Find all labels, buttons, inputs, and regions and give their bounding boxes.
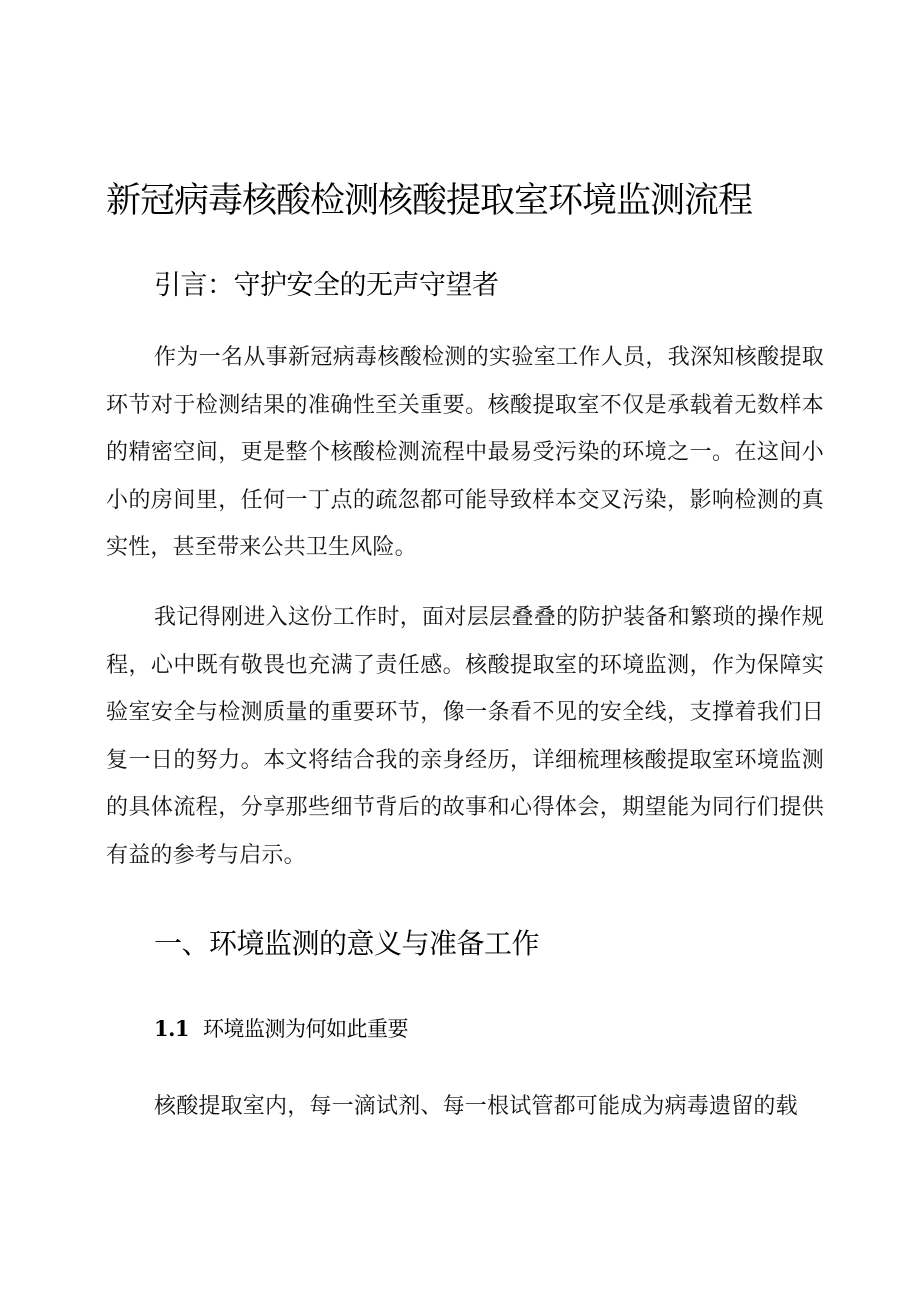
section-heading: 一、环境监测的意义与准备工作	[154, 927, 540, 960]
subsection-title: 环境监测为何如此重要	[203, 1017, 409, 1041]
intro-heading: 引言：守护安全的无声守望者	[154, 270, 499, 301]
document-title: 新冠病毒核酸检测核酸提取室环境监测流程	[106, 181, 753, 221]
body-paragraph: 我记得刚进入这份工作时，面对层层叠叠的防护装备和繁琐的操作规程，心中既有敬畏也充满了责任感。核酸提取室的环境监测，作为保障实验室安全与检测质量的重要环节，像一条看不见的安全线，支撑着我们日复一日的努力。本文将结合我的亲身经历，详细梳理核酸提取室环境监测的具体流程，分享那些细节背后的故事和心得体会，期望能为同行们提供有益的参考与启示。	[106, 605, 824, 868]
subsection-heading	[154, 1011, 408, 1047]
body-paragraph: 作为一名从事新冠病毒核酸检测的实验室工作人员，我深知核酸提取环节对于检测结果的准确性至关重要。核酸提取室不仅是承载着无数样本的精密空间，更是整个核酸检测流程中最易受污染的环境之一。在这间小小的房间里，任何一丁点的疏忽都可能导致样本交叉污染，影响检测的真实性，甚至带来公共卫生风险。	[106, 345, 824, 560]
subsection-number: 1.1	[154, 1016, 190, 1041]
body-paragraph: 核酸提取室内，每一滴试剂、每一根试管都可能成为病毒遗留的载	[154, 1094, 798, 1119]
